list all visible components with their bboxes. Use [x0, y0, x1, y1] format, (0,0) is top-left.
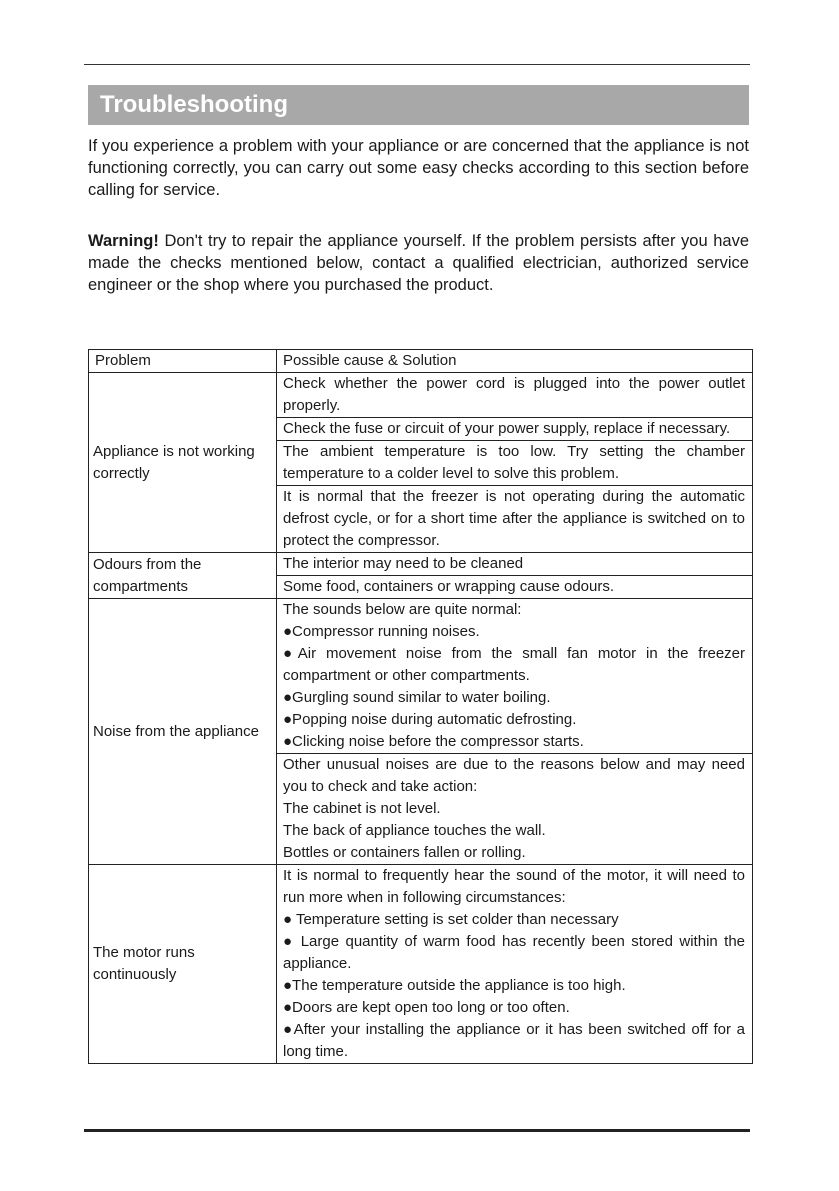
solution-line: The interior may need to be cleaned	[283, 555, 524, 572]
warning-paragraph	[88, 230, 749, 296]
problem-cell: Odours from the compartments	[89, 553, 277, 599]
problem-cell: Appliance is not working correctly	[89, 373, 277, 553]
solution-line: ●After your installing the appliance or it has been switched off for a long time.	[283, 1021, 745, 1060]
solution-line: It is normal that the freezer is not operating during the automatic defrost cycle, or for a short time after the appliance is switched on to protect the compressor.	[283, 488, 745, 549]
solution-line: It is normal to frequently hear the sound of the motor, it will need to run more when in following circumstances:	[283, 867, 745, 906]
solution-line: ● Large quantity of warm food has recently been stored within the appliance.	[283, 933, 745, 972]
top-rule	[84, 64, 750, 65]
solution-line: ●Clicking noise before the compressor starts.	[283, 733, 584, 750]
table-row	[89, 373, 753, 418]
table-row	[89, 553, 753, 576]
solution-line: ● Temperature setting is set colder than necessary	[283, 911, 619, 928]
problem-cell: The motor runs continuously	[89, 865, 277, 1064]
solution-line: ●The temperature outside the appliance is too high.	[283, 977, 626, 994]
solution-cell	[277, 599, 753, 754]
intro-paragraph: If you experience a problem with your appliance or are concerned that the appliance is not functioning correctly, you can carry out some easy checks according to this section before calling for service.	[88, 137, 749, 199]
solution-cell	[277, 418, 753, 441]
solution-line: ●Gurgling sound similar to water boiling.	[283, 689, 551, 706]
solution-cell	[277, 865, 753, 1064]
solution-cell	[277, 373, 753, 418]
table-row	[89, 599, 753, 754]
solution-cell	[277, 441, 753, 486]
solution-line: Check whether the power cord is plugged into the power outlet properly.	[283, 375, 745, 414]
warning-text: Don't try to repair the appliance yourself. If the problem persists after you have made the checks mentioned below, contact a qualified electrician, authorized service engineer or the shop where you purchased the product.	[88, 232, 749, 294]
solution-cell	[277, 576, 753, 599]
solution-line: The sounds below are quite normal:	[283, 601, 522, 618]
solution-cell	[277, 486, 753, 553]
page-title: Troubleshooting	[100, 91, 288, 118]
solution-line: Other unusual noises are due to the reasons below and may need you to check and take action:	[283, 756, 745, 795]
solution-line: The cabinet is not level.	[283, 800, 441, 817]
solution-line: Some food, containers or wrapping cause odours.	[283, 578, 615, 595]
solution-line: ●Air movement noise from the small fan motor in the freezer compartment or other compartments.	[283, 645, 745, 684]
problem-cell: Noise from the appliance	[89, 599, 277, 865]
bottom-rule	[84, 1129, 750, 1132]
solution-line: ●Compressor running noises.	[283, 623, 480, 640]
solution-line: ●Popping noise during automatic defrosting.	[283, 711, 577, 728]
troubleshooting-table	[88, 349, 753, 1064]
solution-line: Bottles or containers fallen or rolling.	[283, 844, 526, 861]
solution-line: ●Doors are kept open too long or too often.	[283, 999, 570, 1016]
solution-line: Check the fuse or circuit of your power supply, replace if necessary.	[283, 420, 731, 437]
solution-line: The back of appliance touches the wall.	[283, 822, 546, 839]
table-row	[89, 865, 753, 1064]
section-title-bar	[88, 85, 749, 125]
warning-label: Warning!	[88, 232, 159, 250]
solution-cell	[277, 553, 753, 576]
header-solution: Possible cause & Solution	[277, 350, 753, 373]
solution-cell	[277, 754, 753, 865]
header-problem: Problem	[89, 350, 277, 373]
solution-line: The ambient temperature is too low. Try setting the chamber temperature to a colder level to solve this problem.	[283, 443, 745, 482]
table-header-row	[89, 350, 753, 373]
